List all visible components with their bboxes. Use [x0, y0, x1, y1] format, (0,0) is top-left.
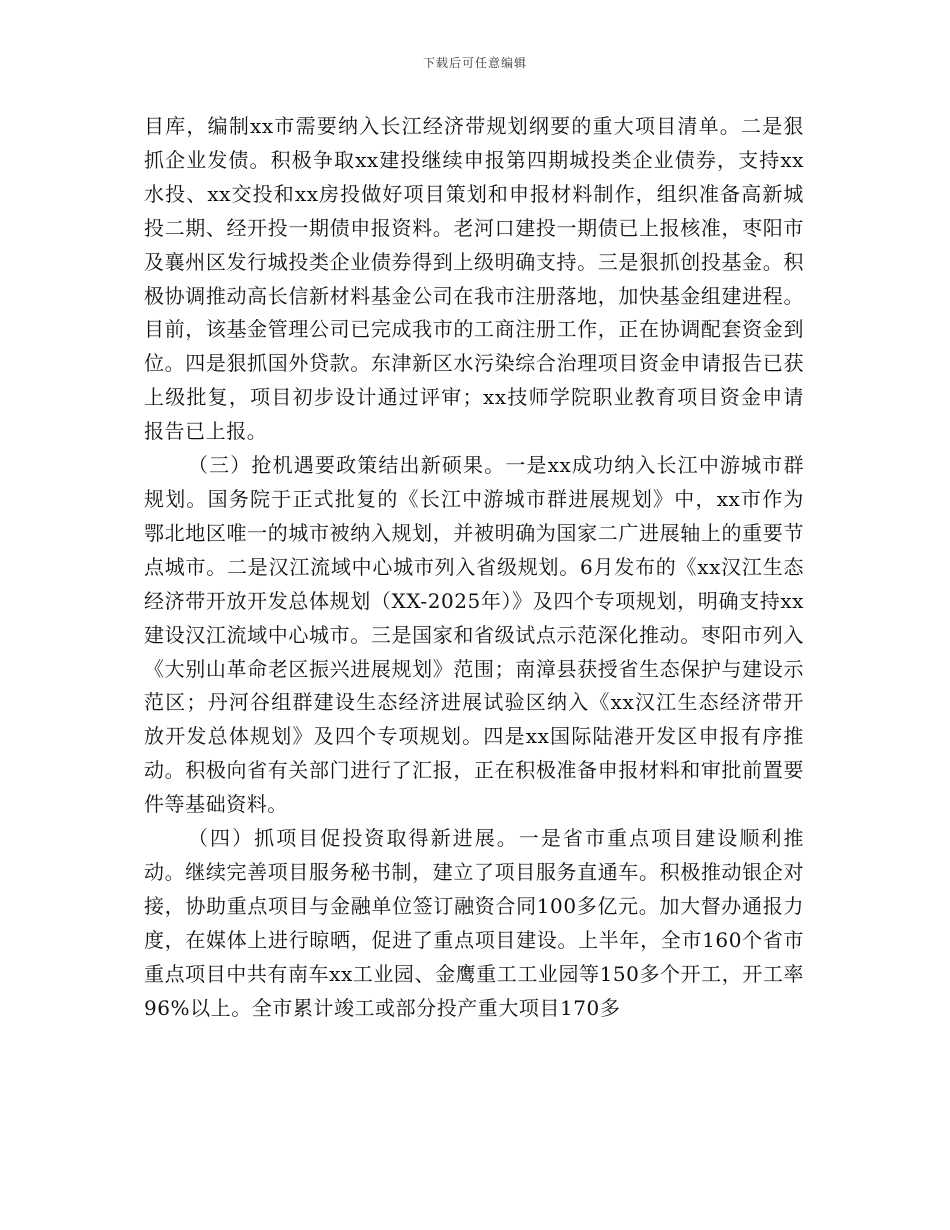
paragraph-continuation: 目库，编制xx市需要纳入长江经济带规划纲要的重大项目清单。二是狠抓企业发债。积极争取xx建投继续申报第四期城投类企业债券，支持xx水投、xx交投和xx房投做好项目策划和申报材料制作，组织准备高新城投二期、经开投一期债申报资料。老河口建投一期债已上报核准，枣阳市及襄州区发行城投类企业债券得到上级明确支持。三是狠抓创投基金。积极协调推动高长信新材料基金公司在我市注册落地，加快基金组建进程。目前，该基金管理公司已完成我市的工商注册工作，正在协调配套资金到位。四是狠抓国外贷款。东津新区水污染综合治理项目资金申请报告已获上级批复，项目初步设计通过评审；xx技师学院职业教育项目资金申请报告已上报。: [144, 114, 804, 444]
document-body: [144, 110, 804, 1025]
paragraph-section-four: （四）抓项目促投资取得新进展。一是省市重点项目建设顺利推动。继续完善项目服务秘书制，建立了项目服务直通车。积极推动银企对接，协助重点项目与金融单位签订融资合同100多亿元。加大督办通报力度，在媒体上进行晾晒，促进了重点项目建设。上半年，全市160个省市重点项目中共有南车xx工业园、金鹰重工工业园等150多个开工，开工率96%以上。全市累计竣工或部分投产重大项目170多: [144, 826, 804, 1020]
page-header-note: 下载后可任意编辑: [422, 56, 527, 70]
paragraph-section-three: （三）抢机遇要政策结出新硕果。一是xx成功纳入长江中游城市群规划。国务院于正式批复的《长江中游城市群进展规划》中，xx市作为鄂北地区唯一的城市被纳入规划，并被明确为国家二广进展轴上的重要节点城市。二是汉江流域中心城市列入省级规划。6月发布的《xx汉江生态经济带开放开发总体规划（XX-2025年）》及四个专项规划，明确支持xx建设汉江流域中心城市。三是国家和省级试点示范深化推动。枣阳市列入《大别山革命老区振兴进展规划》范围；南漳县获授省生态保护与建设示范区；丹河谷组群建设生态经济进展试验区纳入《xx汉江生态经济带开放开发总体规划》及四个专项规划。四是xx国际陆港开发区申报有序推动。积极向省有关部门进行了汇报，正在积极准备申报材料和审批前置要件等基础资料。: [144, 453, 804, 817]
